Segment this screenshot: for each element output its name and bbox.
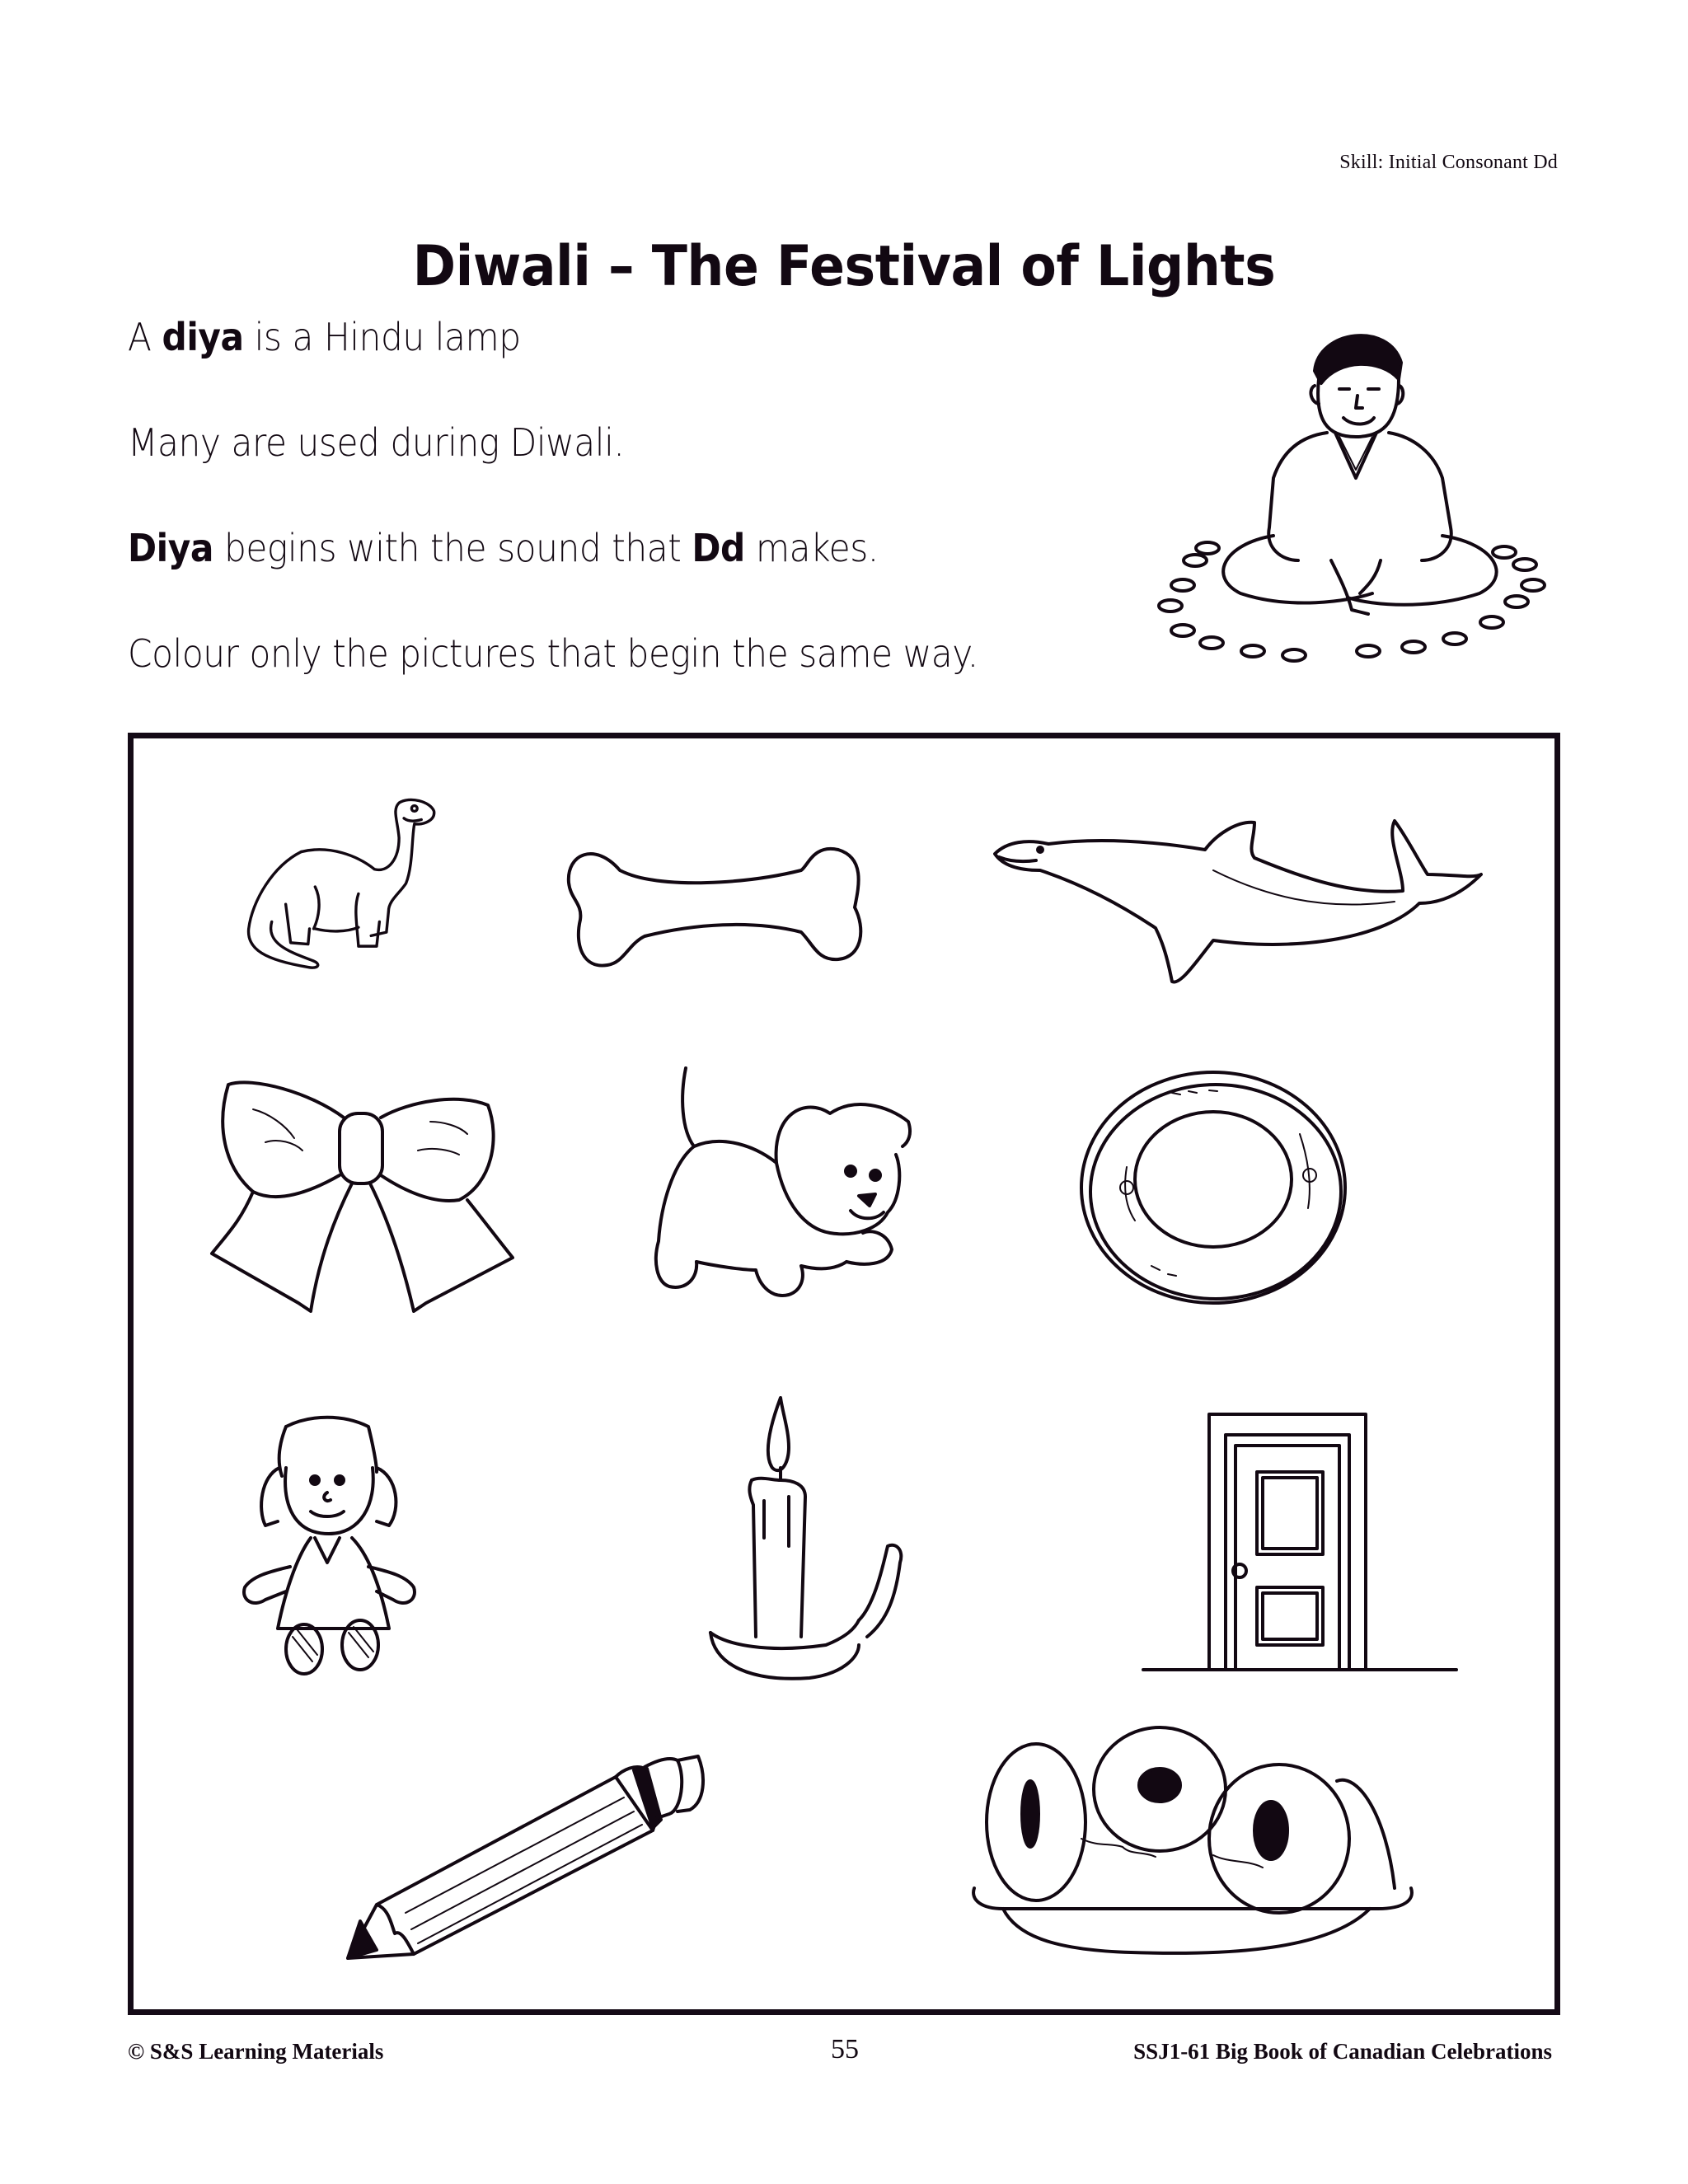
door-icon	[1143, 1398, 1456, 1678]
picture-bone[interactable]	[562, 821, 875, 986]
page-title: Diwali – The Festival of Lights	[412, 233, 1276, 299]
bone-icon	[562, 821, 875, 986]
boy-with-diyas-illustration	[1158, 313, 1562, 676]
candle-icon	[702, 1398, 933, 1694]
instruction-line-2: Many are used during Diwali.	[128, 420, 625, 465]
picture-doll[interactable]	[228, 1414, 451, 1678]
pencil-icon	[344, 1752, 723, 1966]
bow-icon	[195, 1076, 525, 1315]
footer-copyright: © S&S Learning Materials	[128, 2039, 384, 2064]
picture-dog[interactable]	[640, 1064, 954, 1319]
picture-candle[interactable]	[702, 1398, 933, 1694]
dog-icon	[640, 1064, 954, 1319]
picture-bow[interactable]	[195, 1076, 525, 1315]
picture-dinosaur[interactable]	[224, 788, 455, 986]
page-number: 55	[831, 2034, 859, 2064]
picture-pencil[interactable]	[344, 1752, 723, 1966]
picture-donuts[interactable]	[966, 1723, 1428, 1962]
doll-icon	[228, 1414, 451, 1678]
instruction-line-4: Colour only the pictures that begin the same way.	[128, 631, 978, 676]
instruction-line-1: A diya is a Hindu lamp	[128, 315, 521, 359]
footer-book-title: SSJ1-61 Big Book of Canadian Celebrations	[1133, 2039, 1552, 2064]
picture-dish[interactable]	[1077, 1068, 1349, 1315]
dolphin-icon	[991, 804, 1485, 994]
instruction-line-3: Diya begins with the sound that Dd makes.	[128, 526, 879, 570]
dish-icon	[1077, 1068, 1349, 1315]
instructions	[128, 315, 1052, 740]
donuts-icon	[966, 1723, 1428, 1962]
picture-door[interactable]	[1143, 1398, 1456, 1678]
skill-label: Skill: Initial Consonant Dd	[1339, 152, 1558, 173]
picture-box	[128, 733, 1560, 2015]
dinosaur-icon	[224, 788, 455, 986]
picture-dolphin[interactable]	[991, 804, 1485, 994]
